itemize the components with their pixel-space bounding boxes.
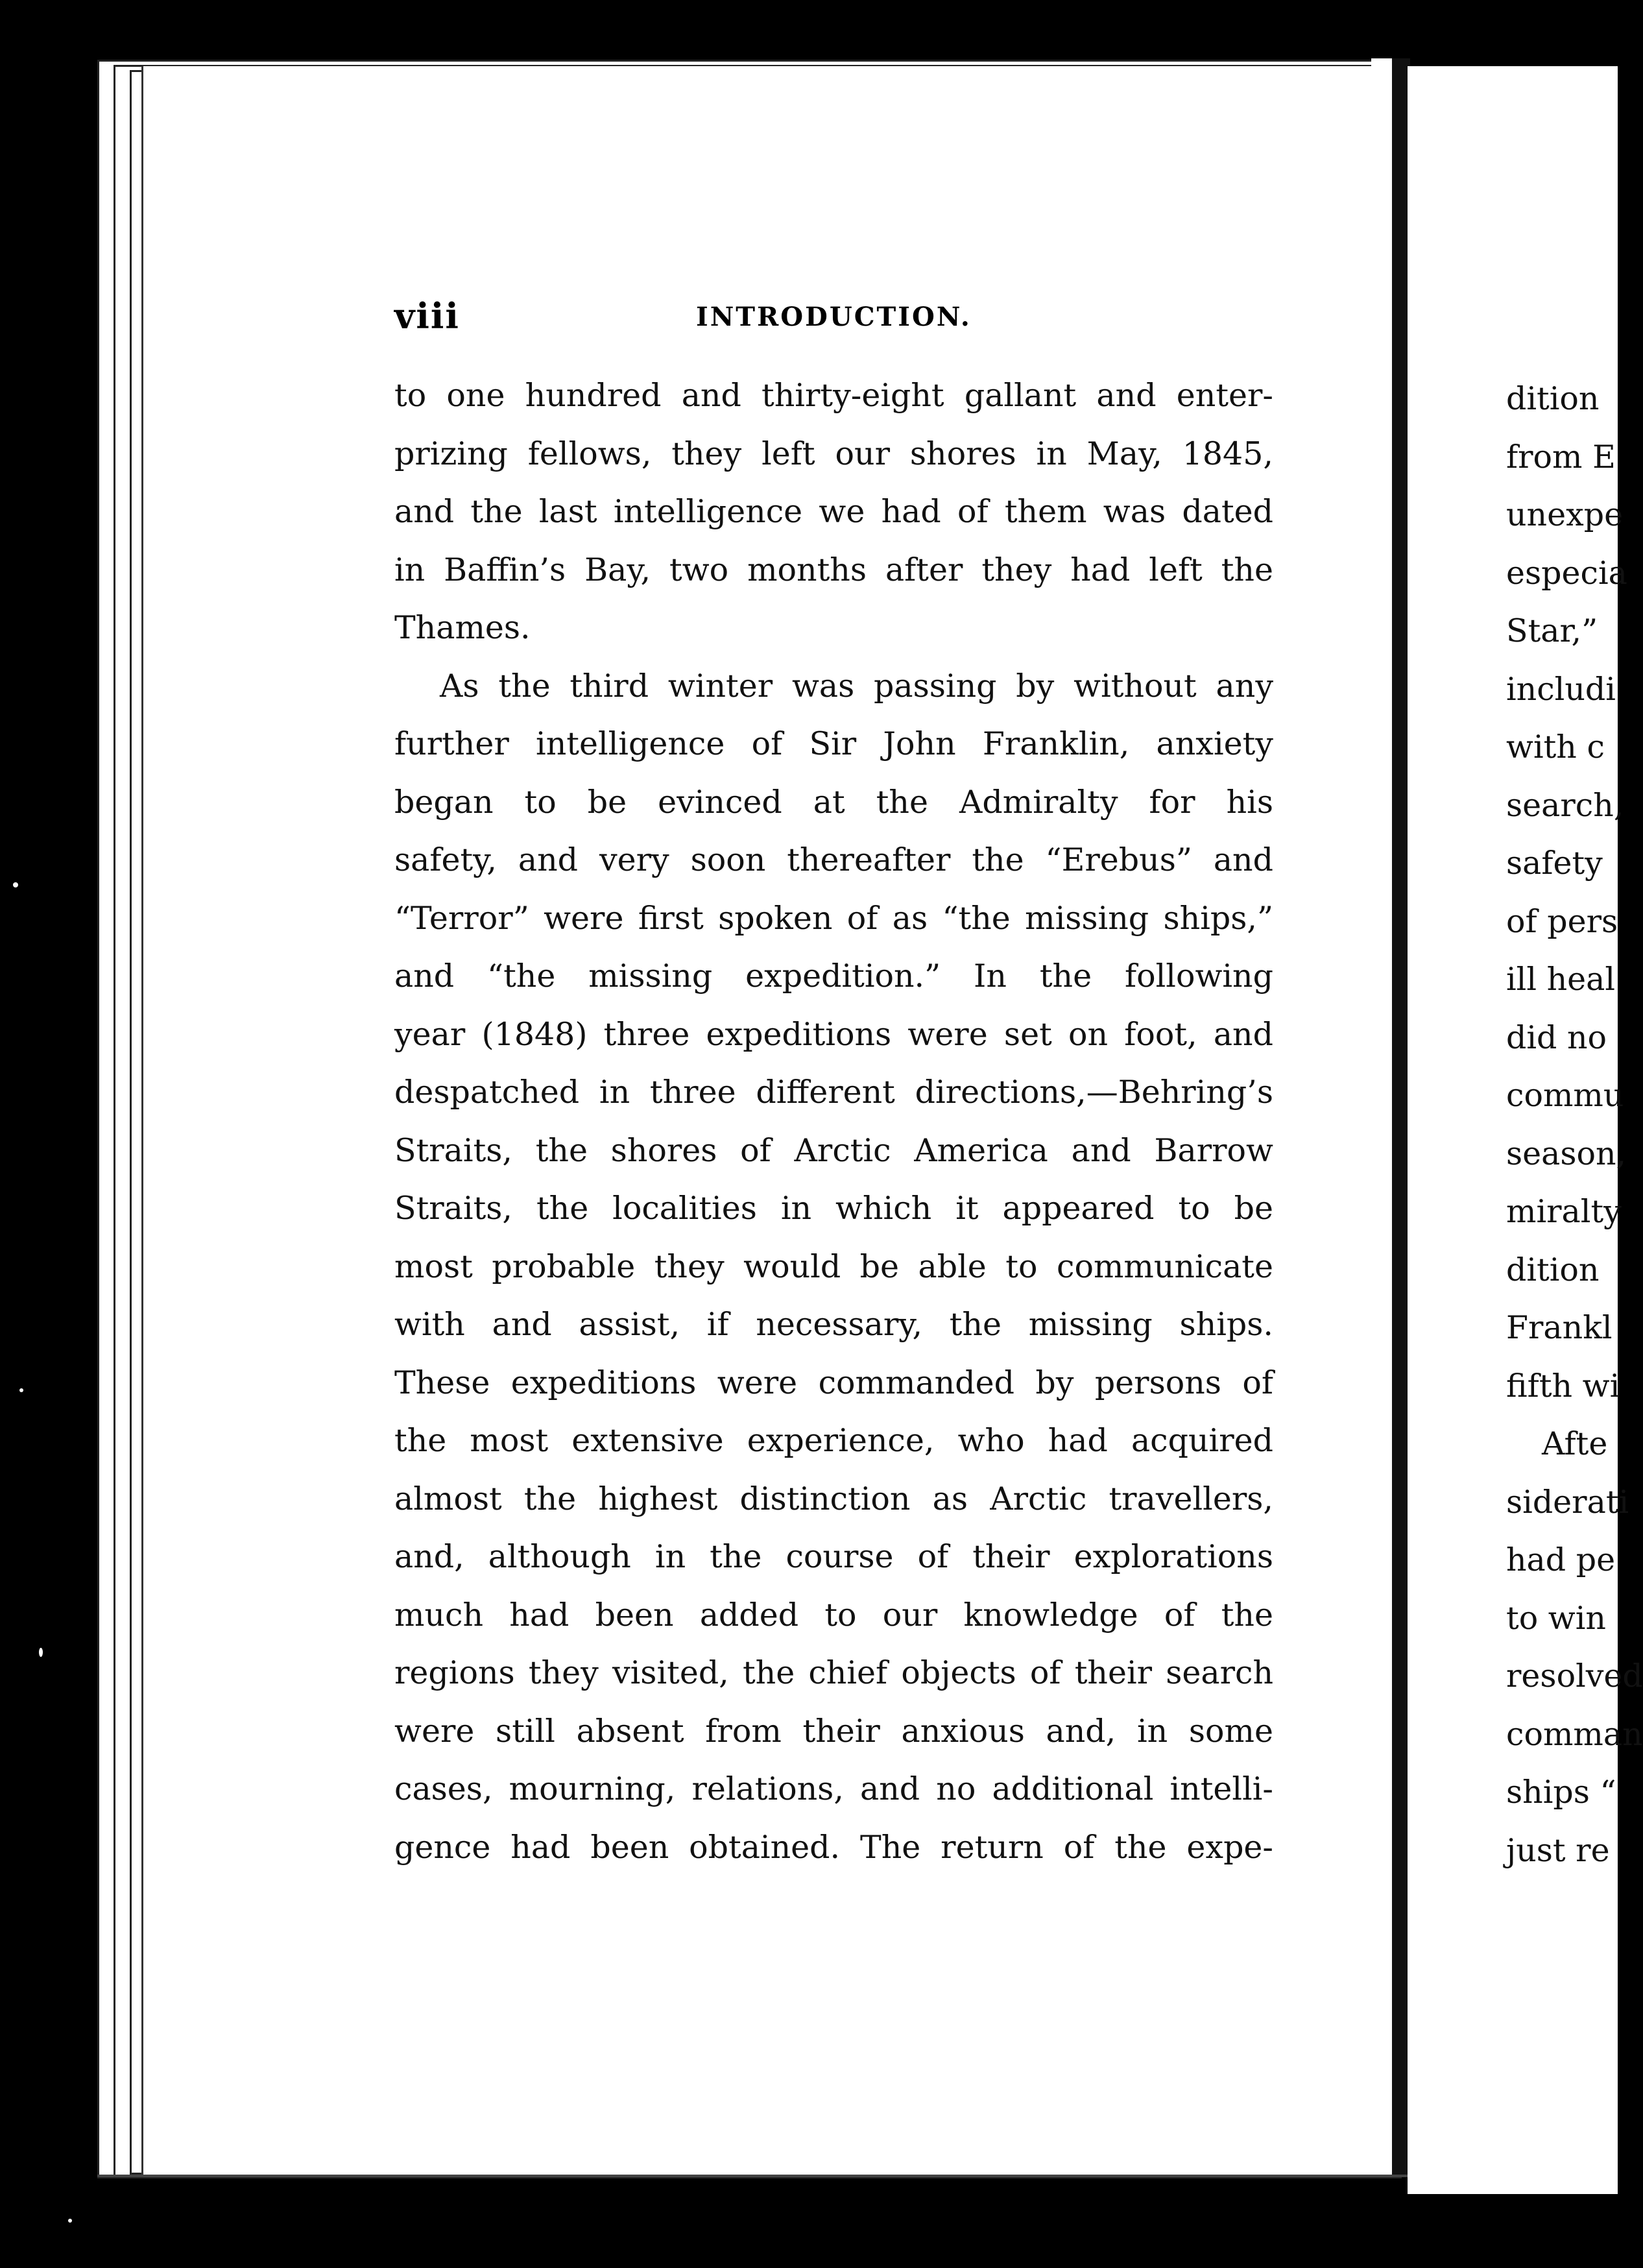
facing-text-line: commu: [1506, 1077, 1624, 1114]
text-line: and, although in the course of their explorations: [394, 1538, 1273, 1575]
text-line: much had been added to our knowledge of the: [394, 1596, 1273, 1634]
facing-text-line: dition: [1506, 380, 1600, 417]
facing-text-line: dition: [1506, 1251, 1600, 1288]
facing-text-line: had pe: [1506, 1541, 1616, 1578]
facing-text-line: Frankl: [1506, 1309, 1613, 1346]
text-line: year (1848) three expeditions were set on foot, and: [394, 1015, 1273, 1053]
scan-speck: [39, 1648, 43, 1657]
text-line: regions they visited, the chief objects of their search: [394, 1654, 1273, 1691]
facing-text-line: did no: [1506, 1019, 1607, 1056]
text-line: Straits, the localities in which it appeared to be: [394, 1190, 1273, 1227]
text-line: gence had been obtained. The return of the expe-: [394, 1828, 1273, 1866]
scan-speck: [68, 2219, 72, 2223]
facing-text-line: miralty: [1506, 1193, 1622, 1230]
text-line: in Baffin’s Bay, two months after they had left the: [394, 551, 1273, 588]
running-head: INTRODUCTION.: [696, 302, 972, 332]
facing-text-line: ships “: [1506, 1774, 1616, 1811]
text-line: with and assist, if necessary, the missing ships.: [394, 1306, 1273, 1343]
scan-speck: [13, 882, 18, 887]
facing-text-line: of pers: [1506, 902, 1618, 940]
text-line: and the last intelligence we had of them was dated: [394, 493, 1273, 530]
text-line: began to be evinced at the Admiralty for his: [394, 783, 1273, 821]
text-line: cases, mourning, relations, and no additional intelli-: [394, 1770, 1273, 1807]
facing-text-line: from E: [1506, 438, 1616, 476]
facing-text-line: Afte: [1542, 1425, 1608, 1462]
page-bottom-edge: [97, 2175, 1408, 2177]
facing-text-line: ill heal: [1506, 961, 1616, 998]
text-line: further intelligence of Sir John Franklin, anxiety: [394, 725, 1273, 762]
facing-text-line: Star,”: [1506, 612, 1598, 649]
facing-text-line: unexpe: [1506, 496, 1624, 533]
facing-text-line: comman: [1506, 1715, 1643, 1753]
facing-text-line: resolved: [1506, 1658, 1643, 1695]
text-line: Straits, the shores of Arctic America and Barrow: [394, 1131, 1273, 1169]
text-line: almost the highest distinction as Arctic travellers,: [394, 1480, 1273, 1517]
text-line: prizing fellows, they left our shores in May, 1845,: [394, 435, 1273, 472]
page-header: [394, 295, 1225, 341]
text-line: safety, and very soon thereafter the “Erebus” and: [394, 841, 1273, 878]
scan-speck: [19, 1388, 23, 1392]
facing-text-line: safety: [1506, 845, 1603, 882]
facing-text-line: fifth wi: [1506, 1367, 1620, 1405]
facing-text-line: season,: [1506, 1135, 1627, 1172]
text-line: the most extensive experience, who had acquired: [394, 1422, 1273, 1459]
text-line: were still absent from their anxious and, in some: [394, 1712, 1273, 1750]
text-line: These expeditions were commanded by persons of: [394, 1364, 1273, 1401]
facing-text-line: includi: [1506, 670, 1616, 708]
text-line: “Terror” were first spoken of as “the missing ships,”: [394, 899, 1273, 937]
facing-text-line: especia: [1506, 554, 1627, 592]
facing-text-line: just re: [1506, 1831, 1610, 1869]
facing-text-line: with c: [1506, 729, 1605, 766]
text-line: and “the missing expedition.” In the following: [394, 958, 1273, 995]
facing-text-line: to win: [1506, 1599, 1606, 1637]
text-line: As the third winter was passing by without any: [440, 667, 1273, 705]
facing-page-text: [1506, 370, 1643, 1879]
body-text: [394, 367, 1273, 1876]
facing-text-line: siderati: [1506, 1483, 1629, 1521]
facing-text-line: search,: [1506, 786, 1624, 824]
text-line: Thames.: [394, 609, 531, 646]
text-line: to one hundred and thirty-eight gallant and enter-: [394, 377, 1273, 414]
page-number: viii: [394, 295, 460, 337]
text-line: most probable they would be able to communicate: [394, 1248, 1273, 1285]
text-line: despatched in three different directions,—Behring’s: [394, 1074, 1273, 1111]
